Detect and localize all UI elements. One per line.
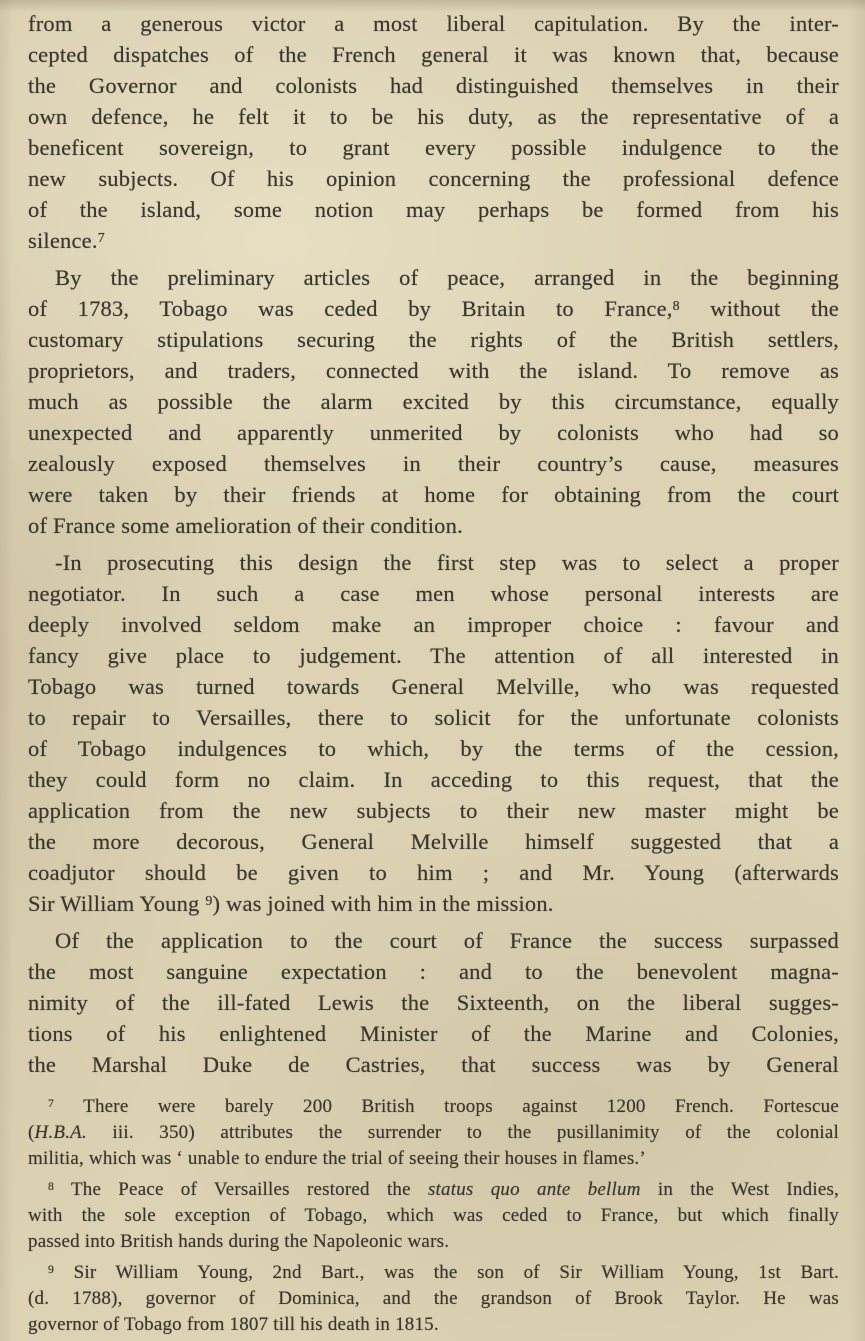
text-line: (d. 1788), governor of Dominica, and the grandson of Brook Taylor. He was (28, 1288, 839, 1309)
footnote-ref: 8 (672, 298, 680, 314)
text-line: $^9$ Sir William Young, 2nd Bart., was the son of Sir William Young, 1st Bart. (48, 1262, 839, 1283)
text-line: new subjects. Of his opinion concerning the professional defence (28, 166, 839, 191)
text-line: passed into British hands during the Napoleonic wars. (28, 1231, 450, 1252)
text-line: beneficent sovereign, to grant every possible indulgence to the (28, 135, 839, 160)
text-line: Of the application to the court of France the success surpassed (55, 928, 839, 953)
text-line: unexpected and apparently unmerited by colonists who had so (28, 420, 839, 445)
text-line: from a generous victor a most liberal capitulation. By the inter- (28, 11, 839, 36)
text-line: $^8$ The Peace of Versailles restored the status quo ante bellum in the West Indies, (48, 1179, 839, 1200)
text-line: the Governor and colonists had distinguished themselves in their (28, 73, 839, 98)
text-line: governor of Tobago from 1807 till his death in 1815. (28, 1314, 439, 1335)
text-line: the most sanguine expectation : and to the benevolent magna- (28, 959, 839, 984)
text-line: zealously exposed themselves in their country’s cause, measures (28, 451, 839, 476)
footnote (28, 1260, 839, 1338)
footnote-ref: 9 (48, 1262, 55, 1276)
text-line: silence.$^7$ (28, 228, 105, 253)
footnote-ref: 9 (205, 893, 213, 909)
text-line: of France some amelioration of their condition. (28, 513, 463, 538)
text-line: with the sole exception of Tobago, which was ceded to France, but which finally (28, 1205, 839, 1226)
footnote-ref: 8 (48, 1179, 55, 1193)
text-line: of the island, some notion may perhaps be formed from his (28, 197, 839, 222)
text-line: (H.B.A. iii. 350) attributes the surrender to the pusillanimity of the colonial (28, 1122, 839, 1143)
footnote-ref: 7 (97, 230, 105, 246)
text-line: much as possible the alarm excited by this circumstance, equally (28, 389, 839, 414)
text-line: the more decorous, General Melville himself suggested that a (28, 829, 839, 854)
text-line: -In prosecuting this design the first step was to select a proper (55, 550, 839, 575)
text-line: tions of his enlightened Minister of the Marine and Colonies, (28, 1021, 839, 1046)
text-line: negotiator. In such a case men whose personal interests are (28, 581, 839, 606)
paragraph (28, 262, 839, 541)
text-line: proprietors, and traders, connected with the island. To remove as (28, 358, 839, 383)
text-line: militia, which was ‘ unable to endure the trial of seeing their houses in flames.’ (28, 1148, 646, 1169)
text-line: to repair to Versailles, there to solicit for the unfortunate colonists (28, 705, 839, 730)
text-line: of 1783, Tobago was ceded by Britain to France,$^8$ without the (28, 296, 839, 321)
text-line: fancy give place to judgement. The attention of all interested in (28, 643, 839, 668)
footnote (28, 1177, 839, 1255)
text-line: they could form no claim. In acceding to this request, that the (28, 767, 839, 792)
text-line: customary stipulations securing the rights of the British settlers, (28, 327, 839, 352)
text-line: application from the new subjects to their new master might be (28, 798, 839, 823)
text-line: cepted dispatches of the French general it was known that, because (28, 42, 839, 67)
text-line: deeply involved seldom make an improper choice : favour and (28, 612, 839, 637)
text-line: Tobago was turned towards General Melville, who was requested (28, 674, 839, 699)
paragraph (28, 8, 839, 256)
text-line: the Marshal Duke de Castries, that success was by General (28, 1052, 839, 1077)
text-line: nimity of the ill-fated Lewis the Sixteenth, on the liberal sugges- (28, 990, 839, 1015)
text-line: $^7$ There were barely 200 British troops against 1200 French. Fortescue (48, 1096, 839, 1117)
text-line: were taken by their friends at home for obtaining from the court (28, 482, 839, 507)
text-line: of Tobago indulgences to which, by the terms of the cession, (28, 736, 839, 761)
footnote-ref: 7 (48, 1096, 55, 1110)
text-line: coadjutor should be given to him ; and Mr. Young (afterwards (28, 860, 839, 885)
paragraph (28, 547, 839, 919)
main-text (28, 8, 839, 1080)
footnotes (28, 1094, 839, 1338)
text-line: own defence, he felt it to be his duty, as the representative of a (28, 104, 839, 129)
text-line: Sir William Young $^9$) was joined with him in the mission. (28, 891, 554, 916)
paragraph (28, 925, 839, 1080)
footnote (28, 1094, 839, 1172)
text-line: By the preliminary articles of peace, arranged in the beginning (55, 265, 839, 290)
